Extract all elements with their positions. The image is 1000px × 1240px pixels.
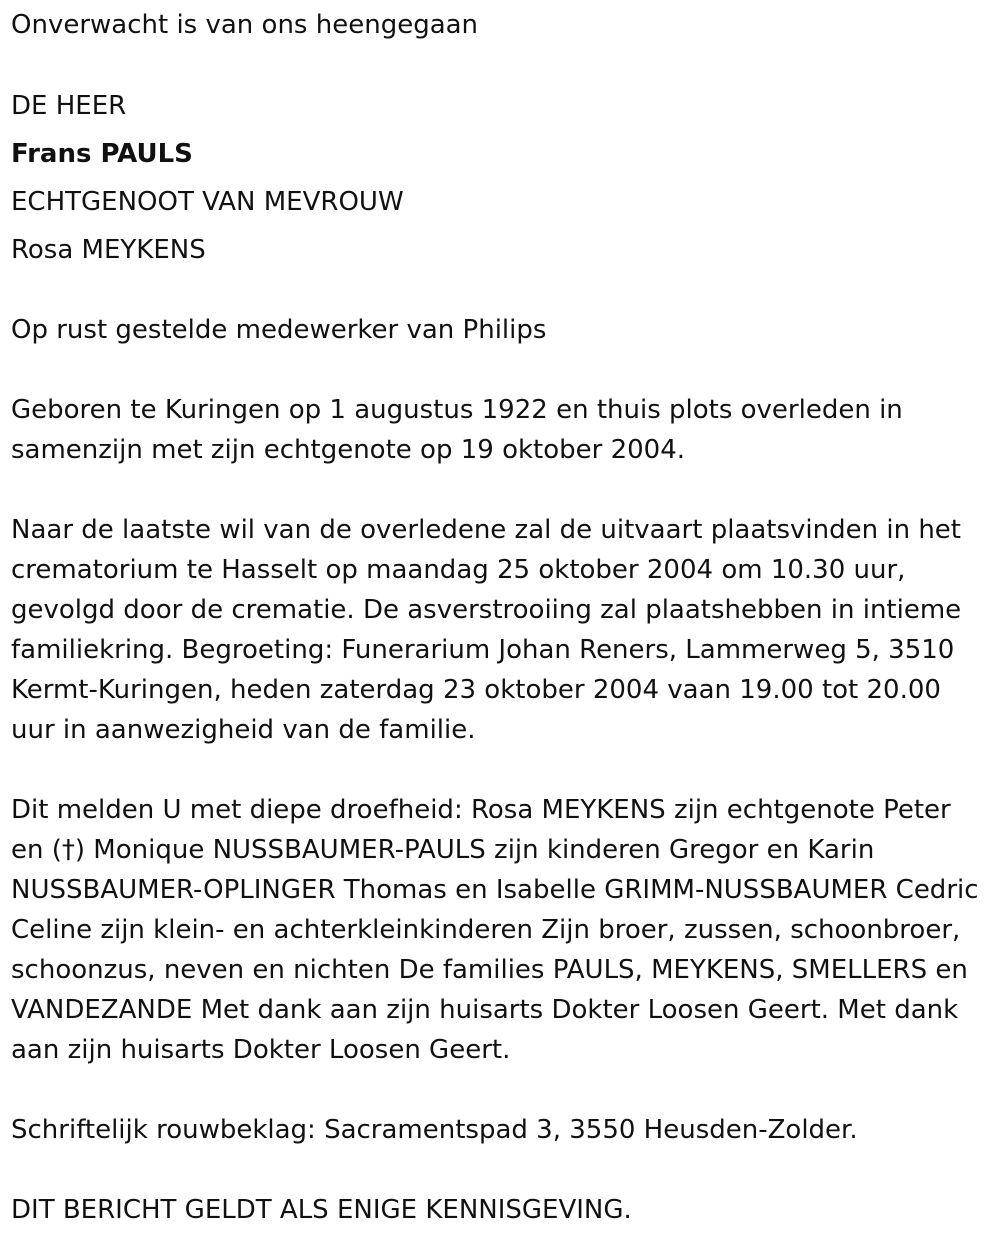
spouse-label: ECHTGENOOT VAN MEVROUW [11, 187, 404, 217]
condolence-address: Schriftelijk rouwbeklag: Sacramentspad 3, 3550 Heusden-Zolder. [11, 1115, 858, 1145]
honorific-title: DE HEER [11, 91, 127, 121]
birth-death-paragraph: Geboren te Kuringen op 1 augustus 1922 en thuis plots overleden in samenzijn met zijn echtgenote op 19 oktober 2004. [11, 395, 903, 465]
intro-text: Onverwacht is van ons heengegaan [11, 10, 479, 40]
funeral-paragraph: Naar de laatste wil van de overledene zal de uitvaart plaatsvinden in het crematorium te Hasselt op maandag 25 oktober 2004 om 10.30 uur, gevolgd door de crematie. De asverstrooiing zal plaatshebben in intieme familiekring. Begroeting: Funerarium Johan Reners, Lammerweg 5, 3510 Kermt-Kuringen, heden zaterdag 23 oktober 2004 vaan 19.00 tot 20.00 uur in aanwezigheid van de familie. [11, 515, 962, 745]
closing-statement: DIT BERICHT GELDT ALS ENIGE KENNISGEVING. [11, 1195, 632, 1225]
occupation-text: Op rust gestelde medewerker van Philips [11, 315, 547, 345]
deceased-name: Frans PAULS [11, 139, 193, 169]
spouse-name: Rosa MEYKENS [11, 235, 206, 265]
family-paragraph: Dit melden U met diepe droefheid: Rosa MEYKENS zijn echtgenote Peter en (†) Monique NUSSBAUMER-PAULS zijn kinderen Gregor en Karin NUSSBAUMER-OPLINGER Thomas en Isabelle GRIMM-NUSSBAUMER Cedric Celine zijn klein- en achterkleinkinderen Zijn broer, zussen, schoonbroer, schoonzus, neven en nichten De families PAULS, MEYKENS, SMELLERS en VANDEZANDE Met dank aan zijn huisarts Dokter Loosen Geert. Met dank aan zijn huisarts Dokter Loosen Geert. [11, 795, 979, 1065]
